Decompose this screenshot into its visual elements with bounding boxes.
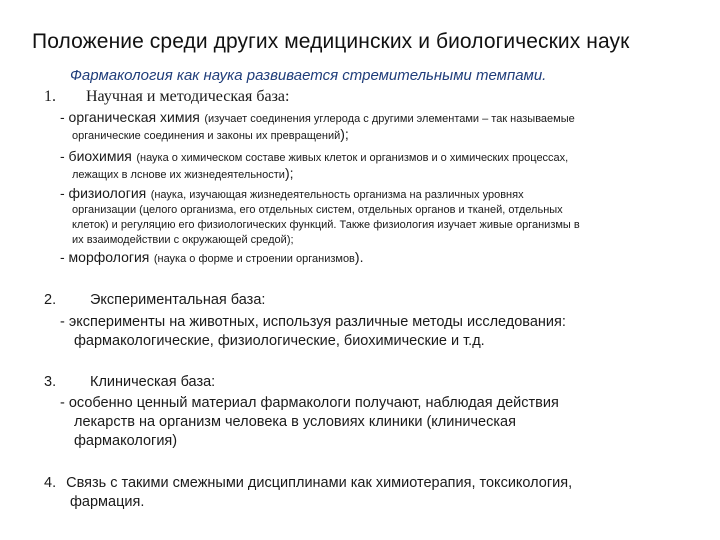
item-physiology-note-2: организации (целого организма, его отдельных систем, отдельных органов и тканей, отдельных <box>72 204 563 216</box>
item-organic-chemistry-note-2: органические соединения и законы их превращений <box>72 130 341 142</box>
section-4-line-2: фармация. <box>70 494 145 510</box>
item-organic-chemistry-term: - органическая химия <box>60 109 200 125</box>
item-physiology <box>60 186 700 248</box>
item-morphology-tail: ). <box>354 249 364 265</box>
section-3-line-3: фармакология) <box>74 433 178 449</box>
section-3-body <box>60 394 710 451</box>
item-morphology <box>60 250 700 267</box>
section-2-title: Экспериментальная база: <box>90 292 266 308</box>
item-organic-chemistry-note-1: (изучает соединения углерода с другими элементами – так называемые <box>204 113 575 125</box>
section-3-line-2: лекарств на организм человека в условиях клиники (клиническая <box>74 414 516 430</box>
section-3-title: Клиническая база: <box>90 374 216 390</box>
item-morphology-note-1: (наука о форме и строении организмов <box>153 253 355 265</box>
item-biochemistry-note-2: лежащих в лснове их жизнедеятельности <box>72 169 285 181</box>
section-4-line-1: Связь с такими смежными дисциплинами как химиотерапия, токсикология, <box>66 475 573 491</box>
item-physiology-note-1: (наука, изучающая жизнедеятельность организма на различных уровнях <box>150 189 524 201</box>
section-2-number: 2. <box>44 292 57 308</box>
section-4 <box>44 474 704 512</box>
slide-title: Положение среди других медицинских и биологических наук <box>32 30 630 53</box>
item-physiology-term: - физиология <box>60 185 147 201</box>
section-4-number: 4. <box>44 475 57 491</box>
section-1-number: 1. <box>44 88 56 105</box>
section-2-body <box>60 313 710 351</box>
item-morphology-term: - морфология <box>60 249 150 265</box>
item-physiology-note-4: их взаимодействии с окружающей средой); <box>72 234 294 246</box>
section-1-title: Научная и методическая база: <box>86 88 290 105</box>
item-organic-chemistry-tail: ); <box>340 126 349 142</box>
section-3-number: 3. <box>44 374 57 390</box>
section-3-line-1: - особенно ценный материал фармакологи получают, наблюдая действия <box>60 395 559 411</box>
item-biochemistry-note-1: (наука о химическом составе живых клеток и организмов и о химических процессах, <box>136 152 569 164</box>
section-2-line-2: фармакологические, физиологические, биохимические и т.д. <box>74 333 485 349</box>
section-2-line-1: - эксперименты на животных, используя различные методы исследования: <box>60 314 566 330</box>
item-physiology-note-3: клеток) и регуляцию его физиологических функций. Также физиология изучает живые организмы в <box>72 219 580 231</box>
item-biochemistry-term: - биохимия <box>60 148 132 164</box>
slide-subtitle: Фармакология как наука развивается стремительными темпами. <box>70 67 547 84</box>
item-biochemistry <box>60 149 700 183</box>
item-organic-chemistry <box>60 110 700 144</box>
item-biochemistry-tail: ); <box>284 165 294 181</box>
